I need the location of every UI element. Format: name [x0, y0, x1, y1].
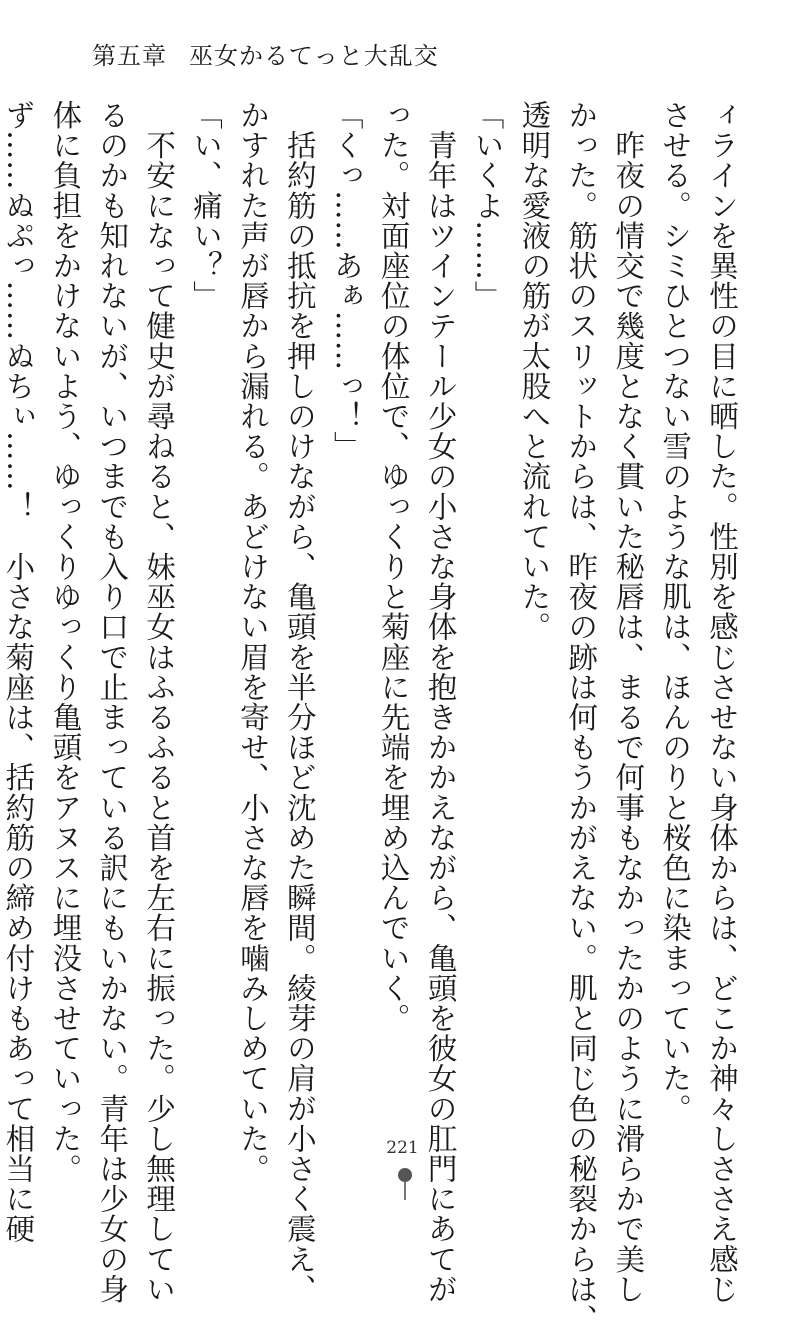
text-line: るのかも知れないが、いつまでも入り口で止まっている訳にもいかない。青年は少女の身 — [95, 100, 130, 1304]
chapter-title: 巫女かるてっと大乱交 — [189, 42, 439, 70]
running-head — [92, 36, 439, 71]
text-line: 「い、痛い？」 — [189, 100, 224, 311]
text-line: 不安になって健史が尋ねると、妹巫女はふるふると首を左右に振った。少し無理してい — [142, 100, 177, 1304]
text-line: 昨夜の情交で幾度となく貫いた秘唇は、まるで何事もなかったかのように滑らかで美し — [611, 100, 646, 1304]
text-line: 括約筋の抵抗を押しのけながら、亀頭を半分ほど沈めた瞬間。綾芽の肩が小さく震え、 — [282, 100, 317, 1304]
chapter-number: 第五章 — [92, 42, 167, 70]
text-line: かった。筋状のスリットからは、昨夜の跡は何もうかがえない。肌と同じ色の秘裂からは、 — [564, 100, 599, 1334]
text-line: った。対面座位の体位で、ゆっくりと菊座に先端を埋め込んでいく。 — [376, 100, 411, 1034]
text-line: 体に負担をかけないよう、ゆっくりゆっくり亀頭をアヌスに埋没させていった。 — [48, 100, 83, 1184]
text-line: 「くっ……あぁ……っ！」 — [329, 100, 364, 462]
text-line: 青年はツインテール少女の小さな身体を抱きかかえながら、亀頭を彼女の肛門にあてが — [423, 100, 458, 1304]
text-line: させる。シミひとつない雪のような肌は、ほんのりと桜色に染まっていた。 — [658, 100, 693, 1124]
page-number: 221 — [386, 1138, 419, 1158]
page-ornament-stem — [404, 1182, 406, 1200]
page-ornament-dot — [398, 1168, 412, 1182]
text-line: 「いくよ……」 — [470, 100, 505, 311]
text-line: 透明な愛液の筋が太股へと流れていた。 — [517, 100, 552, 642]
text-line: かすれた声が唇から漏れる。あどけない眉を寄せ、小さな唇を噛みしめていた。 — [235, 100, 270, 1184]
text-line: ィラインを異性の目に晒した。性別を感じさせない身体からは、どこか神々しささえ感じ — [705, 100, 739, 1304]
text-line: ず……ぬぷっ……ぬちぃ……！ 小さな菊座は、括約筋の締め付けもあって相当に硬 — [1, 100, 36, 1244]
